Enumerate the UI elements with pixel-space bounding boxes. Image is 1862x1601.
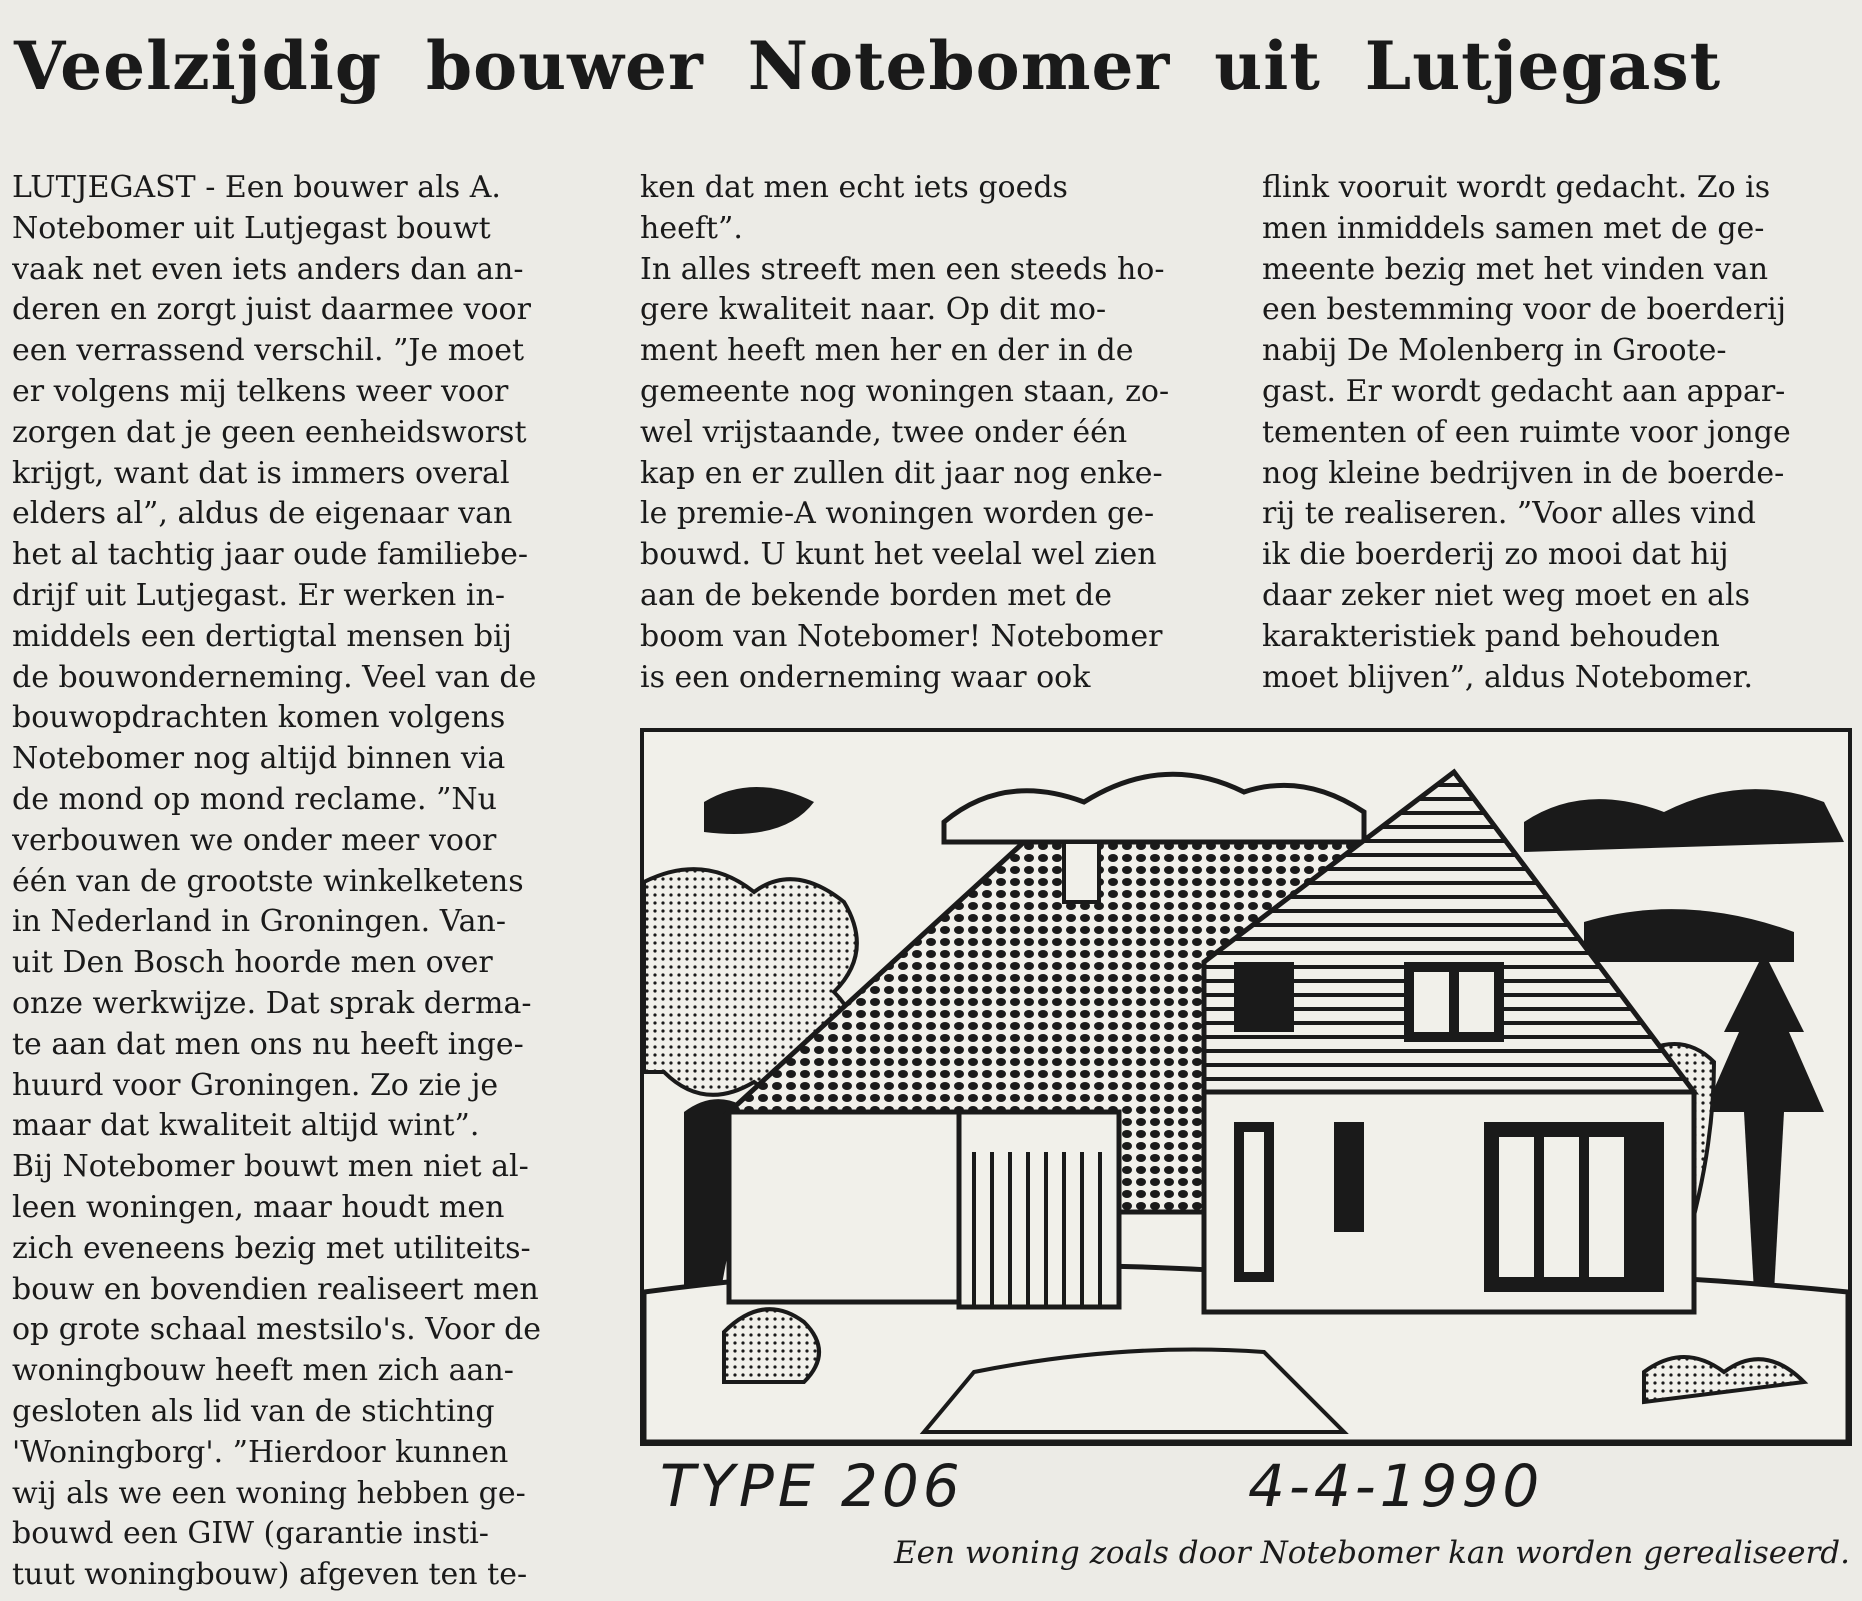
article-line: maar dat kwaliteit altijd wint”. <box>12 1108 480 1144</box>
article-line: Notebomer nog altijd binnen via <box>12 741 506 777</box>
article-line: tuut woningbouw) afgeven ten te- <box>12 1557 528 1593</box>
article-line: deren en zorgt juist daarmee voor <box>12 292 531 328</box>
article-line: ment heeft men her en der in de <box>640 333 1134 369</box>
article-line: tementen of een ruimte voor jonge <box>1262 414 1791 450</box>
article-line: in Nederland in Groningen. Van- <box>12 904 506 940</box>
article-column-3 <box>1262 168 1858 728</box>
article-line: ken dat men echt iets goeds <box>640 170 1068 205</box>
article-line: flink vooruit wordt gedacht. Zo is <box>1262 170 1771 205</box>
article-line: In alles streeft men een steeds ho- <box>640 251 1165 287</box>
article-line: is een onderneming waar ook <box>640 659 1091 695</box>
article-line: vaak net even iets anders dan an- <box>12 251 524 287</box>
article-line: bouwopdrachten komen volgens <box>12 700 506 736</box>
article-line: men inmiddels samen met de ge- <box>1262 210 1765 246</box>
handwritten-type-label: TYPE 206 <box>660 1452 964 1520</box>
handwritten-date: 4-4-1990 <box>1248 1452 1544 1520</box>
article-line: rij te realiseren. ”Voor alles vind <box>1262 496 1757 532</box>
article-line: op grote schaal mestsilo's. Voor de <box>12 1312 542 1348</box>
article-line: drijf uit Lutjegast. Er werken in- <box>12 577 505 613</box>
article-line: bouwd. U kunt het veelal wel zien <box>640 537 1157 573</box>
article-line: een verrassend verschil. ”Je moet <box>12 333 525 369</box>
article-line: het al tachtig jaar oude familiebe- <box>12 537 529 573</box>
article-line: één van de grootste winkelketens <box>12 863 524 899</box>
article-line: gast. Er wordt gedacht aan appar- <box>1262 373 1786 409</box>
article-line: boom van Notebomer! Notebomer <box>640 618 1163 654</box>
article-line: er volgens mij telkens weer voor <box>12 373 509 409</box>
article-line: meente bezig met het vinden van <box>1262 251 1769 287</box>
article-line: daar zeker niet weg moet en als <box>1262 577 1750 613</box>
article-line: moet blijven”, aldus Notebomer. <box>1262 659 1754 695</box>
article-line: zorgen dat je geen eenheidsworst <box>12 414 527 450</box>
article-column-1 <box>12 168 612 1598</box>
article-line: wel vrijstaande, twee onder één <box>640 414 1128 450</box>
article-line: huurd voor Groningen. Zo zie je <box>12 1067 499 1103</box>
article-line: krijgt, want dat is immers overal <box>12 455 510 491</box>
article-column-2 <box>640 168 1235 728</box>
article-line: ik die boerderij zo mooi dat hij <box>1262 537 1729 573</box>
house-drawing-icon <box>644 732 1848 1442</box>
article-line: gere kwaliteit naar. Op dit mo- <box>640 292 1107 328</box>
article-line: woningbouw heeft men zich aan- <box>12 1353 514 1389</box>
article-line: Bij Notebomer bouwt men niet al- <box>12 1149 529 1185</box>
article-line: elders al”, aldus de eigenaar van <box>12 496 513 532</box>
house-illustration <box>640 728 1852 1446</box>
article-line: gesloten als lid van de stichting <box>12 1393 495 1429</box>
article-line: te aan dat men ons nu heeft inge- <box>12 1026 524 1062</box>
article-line: zich eveneens bezig met utiliteits- <box>12 1230 531 1266</box>
headline: Veelzijdig bouwer Notebomer uit Lutjegast <box>14 27 1722 105</box>
article-line: LUTJEGAST - Een bouwer als A. <box>12 170 501 205</box>
article-line: de mond op mond reclame. ”Nu <box>12 781 497 817</box>
article-line: leen woningen, maar houdt men <box>12 1189 505 1225</box>
article-line: bouwd een GIW (garantie insti- <box>12 1516 489 1552</box>
article-line: nabij De Molenberg in Groote- <box>1262 333 1727 369</box>
article-line: gemeente nog woningen staan, zo- <box>640 373 1170 409</box>
article-line: bouw en bovendien realiseert men <box>12 1271 539 1307</box>
article-line: heeft”. <box>640 210 743 246</box>
article-line: de bouwonderneming. Veel van de <box>12 659 537 695</box>
article-line: karakteristiek pand behouden <box>1262 618 1720 654</box>
figure-caption: Een woning zoals door Notebomer kan worden gerealiseerd. <box>894 1535 1850 1571</box>
article-line: Notebomer uit Lutjegast bouwt <box>12 210 491 246</box>
article-line: wij als we een woning hebben ge- <box>12 1475 526 1511</box>
article-line: nog kleine bedrijven in de boerde- <box>1262 455 1785 491</box>
article-line: kap en er zullen dit jaar nog enke- <box>640 455 1163 491</box>
article-line: verbouwen we onder meer voor <box>12 822 497 858</box>
article-line: onze werkwijze. Dat sprak derma- <box>12 985 532 1021</box>
article-line: middels een dertigtal mensen bij <box>12 618 512 654</box>
article-line: uit Den Bosch hoorde men over <box>12 945 493 981</box>
article-line: 'Woningborg'. ”Hierdoor kunnen <box>12 1434 509 1470</box>
article-line: aan de bekende borden met de <box>640 577 1113 613</box>
article-line: een bestemming voor de boerderij <box>1262 292 1787 328</box>
article-line: le premie-A woningen worden ge- <box>640 496 1155 532</box>
